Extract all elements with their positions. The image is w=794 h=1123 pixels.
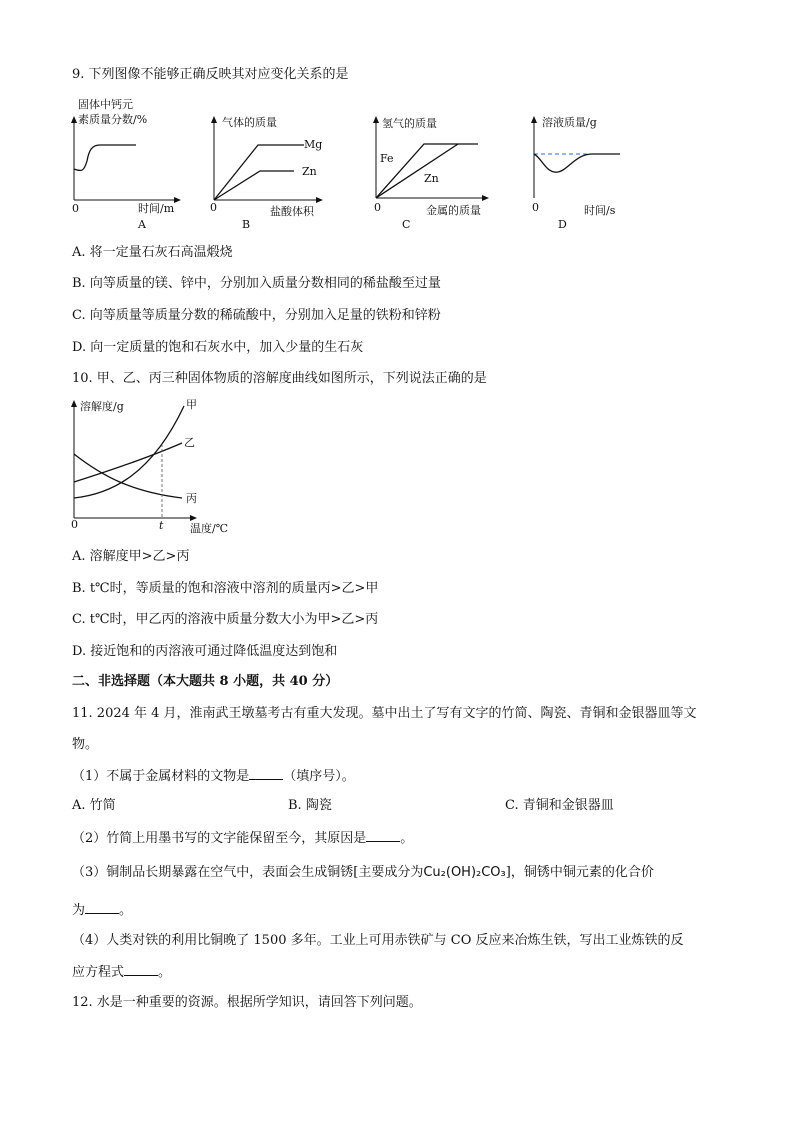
q10-option-a: A. 溶解度甲>乙>丙 (72, 549, 190, 564)
q12-stem: 12. 水是一种重要的资源。根据所学知识，请回答下列问题。 (72, 995, 422, 1010)
graph-a-xlabel: 时间/m (138, 202, 175, 215)
q10-t-label: t (159, 519, 164, 532)
q11-sub2-post: 。 (400, 831, 414, 846)
q9-option-b: B. 向等质量的镁、锌中，分别加入质量分数相同的稀盐酸至过量 (72, 276, 441, 291)
q10-curve-jia (74, 406, 184, 498)
q11-sub3-line2 (72, 903, 132, 917)
graph-c-y-arrow (373, 116, 379, 123)
q10-y-arrow (71, 400, 77, 407)
q11-sub3-line2-pre: 为 (72, 903, 86, 918)
q11-stem-line2: 物。 (72, 737, 99, 752)
graph-a-ylabel-2: 素质量分数/% (78, 113, 148, 126)
q11-stem-line1: 11. 2024 年 4 月，淮南武王墩墓考古有重大发现。墓中出土了写有文字的竹简、陶瓷、青铜和金银器皿等文 (72, 706, 697, 721)
q11-sub4-line2-pre: 应方程式 (72, 965, 125, 980)
graph-a-y-arrow (71, 116, 77, 123)
q11-sub3-blank[interactable] (85, 903, 119, 914)
q10-label-yi: 乙 (184, 436, 195, 449)
q11-sub4-line1: （4）人类对铁的利用比铜晚了 1500 多年。工业上可用赤铁矿与 CO 反应来冶炼生铁，写出工业炼铁的反 (72, 933, 684, 948)
q10-label-bing: 丙 (186, 492, 197, 505)
graph-d-origin: 0 (532, 201, 539, 214)
section2-title: 二、非选择题（本大题共 8 小题，共 40 分） (72, 674, 339, 689)
q11-sub2-pre: （2）竹简上用墨书写的文字能保留至今，其原因是 (72, 831, 367, 846)
q10-label-jia: 甲 (186, 398, 197, 411)
q10-x-arrow (190, 515, 197, 521)
graph-c-x-arrow (482, 195, 489, 201)
q11-sub3-post: ]，铜锈中铜元素的化合价 (505, 865, 654, 880)
graph-d-caption: D (558, 218, 567, 231)
q11-sub1-pre: （1）不属于金属材料的文物是 (72, 769, 250, 784)
q11-sub2 (72, 831, 413, 845)
graph-b-xlabel: 盐酸体积 (270, 205, 314, 218)
q11-sub1-option-a: A. 竹简 (72, 798, 116, 813)
graph-c-ylabel: 氢气的质量 (382, 117, 437, 130)
q9-option-d: D. 向一定质量的饱和石灰水中，加入少量的生石灰 (72, 340, 364, 355)
graph-c-origin: 0 (374, 201, 381, 214)
q11-sub4-line2 (72, 965, 171, 979)
graph-c-label-zn: Zn (424, 172, 439, 185)
graph-a-curve (74, 145, 136, 170)
q9-graph-c (364, 96, 504, 236)
graph-c-label-fe: Fe (380, 152, 394, 165)
q11-sub3-line2-post: 。 (119, 903, 133, 918)
q10-option-b: B. t℃时，等质量的饱和溶液中溶剂的质量丙>乙>甲 (72, 581, 379, 596)
q10-ylabel: 溶解度/g (80, 400, 124, 413)
q11-sub2-blank[interactable] (366, 831, 400, 842)
q11-sub1-option-b: B. 陶瓷 (288, 798, 332, 813)
q9-graph-a (60, 96, 190, 236)
graph-b-y-arrow (211, 116, 217, 123)
graph-d-y-arrow (531, 116, 537, 123)
q11-sub1 (72, 769, 355, 783)
q10-curve-bing (74, 454, 182, 498)
graph-d-ylabel: 溶液质量/g (542, 116, 597, 129)
q11-sub4-line2-post: 。 (158, 965, 172, 980)
graph-c-xlabel: 金属的质量 (426, 204, 481, 217)
graph-a-caption: A (138, 218, 146, 231)
graph-b-label-mg: Mg (304, 138, 323, 151)
q11-sub3-formula: Cu₂(OH)₂CO₃ (423, 865, 506, 880)
q11-sub4-blank[interactable] (124, 965, 158, 976)
graph-a-x-arrow (174, 197, 181, 203)
graph-b-ylabel: 气体的质量 (222, 116, 277, 129)
q9-option-c: C. 向等质量等质量分数的稀硫酸中，分别加入足量的铁粉和锌粉 (72, 308, 441, 323)
q11-sub3-pre: （3）铜制品长期暴露在空气中，表面会生成铜锈[主要成分为 (72, 865, 424, 880)
graph-b-x-arrow (316, 197, 323, 203)
q10-option-d: D. 接近饱和的丙溶液可通过降低温度达到饱和 (72, 644, 338, 659)
graph-d-xlabel: 时间/s (584, 204, 616, 217)
q11-sub1-option-c: C. 青铜和金银器皿 (505, 798, 614, 813)
q9-graph-b (200, 96, 340, 236)
graph-a-origin: 0 (72, 202, 79, 215)
q9-graph-d (522, 96, 642, 236)
graph-b-origin: 0 (210, 201, 217, 214)
q10-xlabel: 温度/℃ (190, 522, 229, 535)
graph-b-caption: B (242, 218, 251, 231)
q10-origin: 0 (71, 518, 78, 531)
graph-b-label-zn: Zn (302, 165, 317, 178)
graph-c-caption: C (402, 218, 411, 231)
q11-sub1-post: （填序号）。 (283, 769, 355, 784)
q11-sub1-blank[interactable] (249, 769, 283, 780)
graph-a-ylabel-1: 固体中钙元 (78, 98, 133, 111)
q11-sub3-line1 (72, 866, 654, 879)
q10-solubility-graph (62, 394, 252, 544)
graph-d-curve (534, 154, 620, 172)
q10-stem: 10. 甲、乙、丙三种固体物质的溶解度曲线如图所示，下列说法正确的是 (72, 371, 487, 386)
q9-option-a: A. 将一定量石灰石高温煅烧 (72, 245, 233, 260)
q9-stem: 9. 下列图像不能够正确反映其对应变化关系的是 (72, 67, 349, 82)
q10-curve-yi (74, 443, 182, 482)
q10-option-c: C. t℃时，甲乙丙的溶液中质量分数大小为甲>乙>丙 (72, 612, 379, 627)
